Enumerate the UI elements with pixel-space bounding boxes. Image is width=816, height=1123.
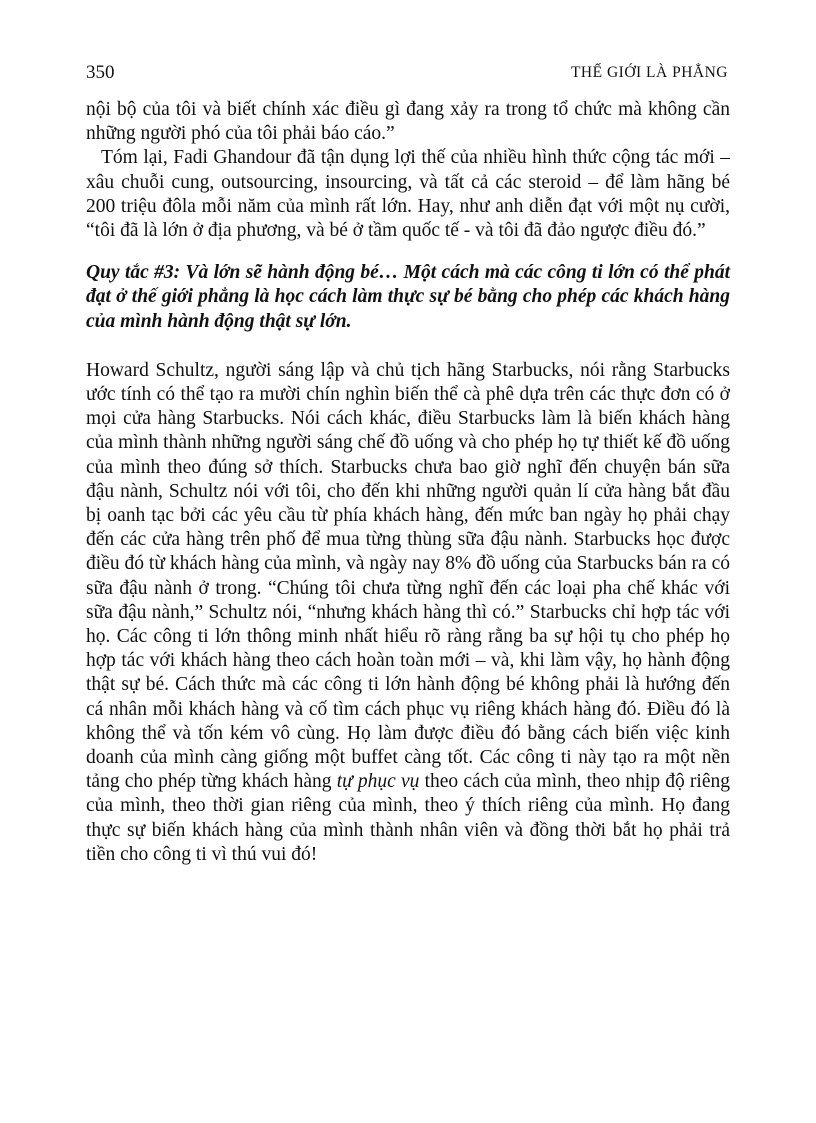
running-title: THẾ GIỚI LÀ PHẲNG	[570, 64, 728, 81]
rule-heading: Quy tắc #3: Và lớn sẽ hành động bé… Một cách mà các công ti lớn có thể phát đạt ở thế giới phẳng là học cách làm thực sự bé bằng cho phép các khách hàng của mình hành động thật sự lớn.	[86, 262, 730, 332]
paragraph-3-emphasis: tự phục vụ	[336, 771, 420, 793]
paragraph-1: nội bộ của tôi và biết chính xác điều gì đang xảy ra trong tổ chức mà không cần những người phó của tôi phải báo cáo.”	[86, 99, 730, 145]
paragraph-3-text-after: theo cách của mình, theo nhịp độ riêng của mình, theo thời gian riêng của mình, theo ý thích riêng của mình. Họ đang thực sự biến khách hàng của mình thành nhân viên và đồng thời bắt họ phải trả tiền cho công ti vì thú vui đó!	[86, 771, 730, 865]
paragraph-2: Tóm lại, Fadi Ghandour đã tận dụng lợi thế của nhiều hình thức cộng tác mới – xâu chuỗi cung, outsourcing, insourcing, và tất cả các steroid – để làm hãng bé 200 triệu đôla mỗi năm của mình rất lớn. Hay, như anh diễn đạt với một nụ cười, “tôi đã là lớn ở địa phương, và bé ở tầm quốc tế - và tôi đã đảo ngược điều đó.”	[86, 147, 730, 242]
page-number: 350	[86, 62, 115, 83]
page-header	[86, 62, 728, 88]
paragraph-3	[86, 359, 730, 867]
page-body	[86, 98, 730, 867]
paragraph-3-text-before: Howard Schultz, người sáng lập và chủ tịch hãng Starbucks, nói rằng Starbucks ước tính có thể tạo ra mười chín nghìn biến thể cà phê dựa trên các thực đơn có ở mọi cửa hàng Starbucks. Nói cách khác, điều Starbucks làm là biến khách hàng của mình thành những người sáng chế đồ uống và cho phép họ tự thiết kế đồ uống của mình theo đúng sở thích. Starbucks chưa bao giờ nghĩ đến chuyện bán sữa đậu nành, Schultz nói với tôi, cho đến khi những người quản lí cửa hàng bắt đầu bị oanh tạc bởi các yêu cầu từ phía khách hàng, đến mức ban ngày họ phải chạy đến các cửa hàng trên phố để mua từng thùng sữa đậu nành. Starbucks học được điều đó từ khách hàng của mình, và ngày nay 8% đồ uống của Starbucks bán ra có sữa đậu nành ở trong. “Chúng tôi chưa từng nghĩ đến các loại pha chế khác với sữa đậu nành,” Schultz nói, “nhưng khách hàng thì có.” Starbucks chỉ hợp tác với họ. Các công ti lớn thông minh nhất hiểu rõ ràng rằng ba sự hội tụ cho phép họ hợp tác với khách hàng theo cách hoàn toàn mới – và, khi làm vậy, họ hành động thật sự bé. Cách thức mà các công ti lớn hành động bé không phải là hướng đến cá nhân mỗi khách hàng và cố tìm cách phục vụ riêng khách hàng đó. Điều đó là không thể và tốn kém vô cùng. Họ làm được điều đó bằng cách biến việc kinh doanh của mình càng giống một buffet càng tốt. Các công ti này tạo ra một nền tảng cho phép từng khách hàng	[86, 359, 730, 793]
